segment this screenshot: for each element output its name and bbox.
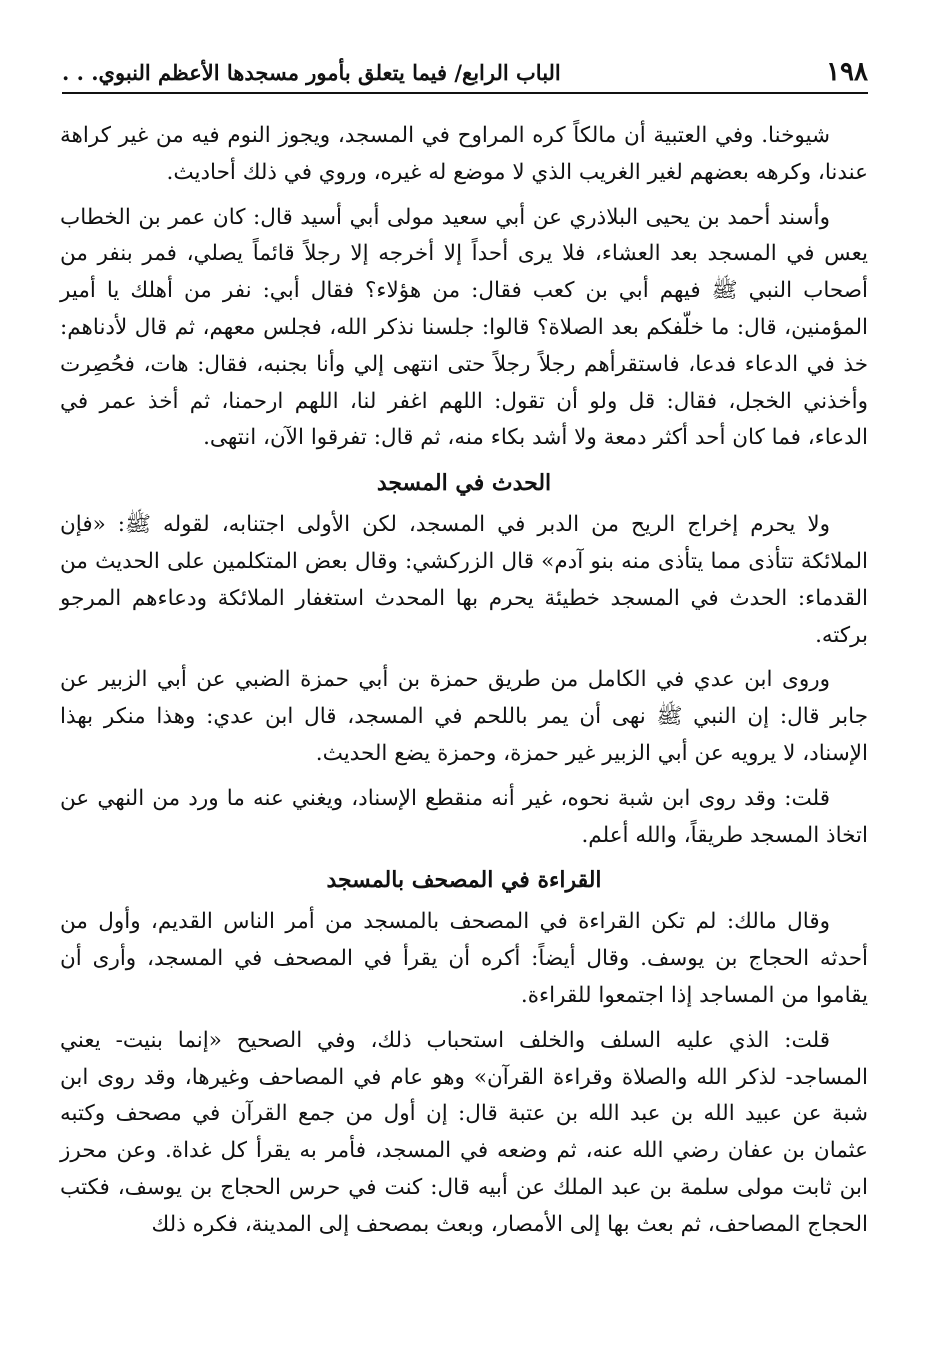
paragraph: قلت: الذي عليه السلف والخلف استحباب ذلك، وفي الصحيح «إنما بنيت- يعني المساجد- لذكر الله والصلاة وقراءة القرآن» وهو عام في المصاحف وغيرها، وقد روى ابن شبة عن عبيد الله بن عبد الله بن عتبة قال: إن أول من جمع القرآن في مصحف وكتبه عثمان بن عفان رضي الله عنه، ثم وضعه في المسجد، فأمر به يقرأ كل غداة. وعن محرز ابن ثابت مولى سلمة بن عبد الملك عن أبيه قال: كنت في حرس الحجاج بن يوسف، فكتب الحجاج المصاحف، ثم بعث بها إلى الأمصار، وبعث بمصحف إلى المدينة، فكره ذلك [60, 1027, 868, 1237]
page-body [60, 118, 868, 1252]
running-title: الباب الرابع/ فيما يتعلق بأمور مسجدها الأعظم النبوي. . . [62, 59, 561, 85]
paragraph: وقال مالك: لم تكن القراءة في المصحف بالمسجد من أمر الناس القديم، وأول من أحدثه الحجاج بن يوسف. وقال أيضاً: أكره أن يقرأ في المصحف في المسجد، وأرى أن يقاموا من المساجد إذا اجتمعوا للقراءة. [60, 909, 868, 1008]
paragraph: ولا يحرم إخراج الريح من الدبر في المسجد، لكن الأولى اجتنابه، لقوله ﷺ: «فإن الملائكة تتأذى مما يتأذى منه بنو آدم» قال الزركشي: وقال بعض المتكلمين على الحديث من القدماء: الحدث في المسجد خطيئة يحرم بها المحدث استغفار الملائكة ودعاءهم المرجو بركته. [60, 512, 868, 648]
section-heading: الحدث في المسجد [376, 470, 552, 497]
paragraph: قلت: وقد روى ابن شبة نحوه، غير أنه منقطع الإسناد، ويغني عنه ما ورد من النهي عن اتخاذ المسجد طريقاً، والله أعلم. [60, 785, 868, 848]
paragraph: وأسند أحمد بن يحيى البلاذري عن أبي سعيد مولى أبي أسيد قال: كان عمر بن الخطاب يعس في المسجد بعد العشاء، فلا يرى أحداً إلا أخرجه إلا رجلاً قائماً يصلي، فمر بنفر من أصحاب النبي ﷺ فيهم أبي بن كعب فقال: من هؤلاء؟ فقال أبي: نفر من أهلك يا أمير المؤمنين، قال: ما خلّفكم بعد الصلاة؟ قالوا: جلسنا نذكر الله، فجلس معهم، ثم قال لأدناهم: خذ في الدعاء فدعا، فاستقرأهم رجلاً رجلاً حتى انتهى إلي وأنا بجنبه، فقال: هات، فحُصِرت وأخذني الخجل، فقال: قل ولو أن تقول: اللهم اغفر لنا، اللهم ارحمنا، ثم أخذ عمر في الدعاء، فما كان أحد أكثر دمعة ولا أشد بكاء منه، ثم قال: تفرقوا الآن، انتهى. [60, 204, 868, 451]
paragraph: شيوخنا. وفي العتبية أن مالكاً كره المراوح في المسجد، ويجوز النوم فيه من غير كراهة عندنا، وكرهه بعضهم لغير الغريب الذي لا موضع له غيره، وروي في ذلك أحاديث. [60, 123, 868, 185]
paragraph: وروى ابن عدي في الكامل من طريق حمزة بن أبي حمزة الضبي عن أبي الزبير عن جابر قال: إن النبي ﷺ نهى أن يمر باللحم في المسجد، قال ابن عدي: وهذا منكر بهذا الإسناد، لا يرويه عن أبي الزبير غير حمزة، وحمزة يضع الحديث. [60, 667, 868, 766]
page-number: ١٩٨ [826, 57, 868, 87]
page-header [62, 52, 868, 94]
section-heading: القراءة في المصحف بالمسجد [326, 867, 602, 894]
